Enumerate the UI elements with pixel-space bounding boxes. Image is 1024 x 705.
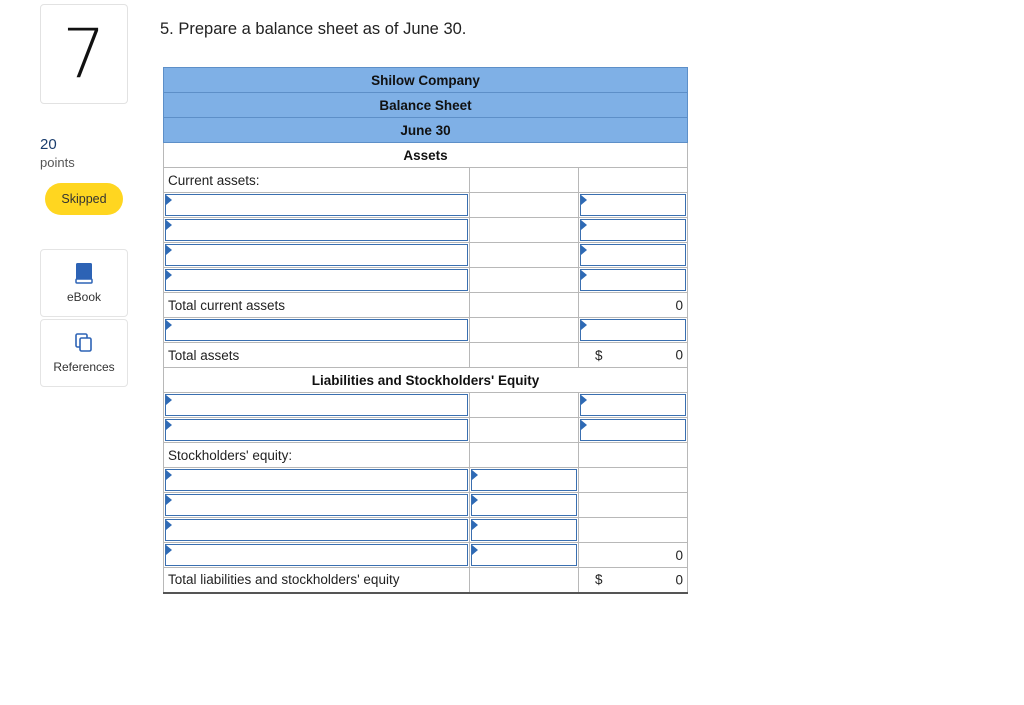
equity-name-input[interactable] bbox=[164, 543, 470, 568]
assets-heading: Assets bbox=[164, 143, 688, 168]
header-row bbox=[164, 68, 688, 93]
copy-icon bbox=[74, 332, 94, 357]
statement-title: Balance Sheet bbox=[164, 93, 688, 118]
question-number: 7 bbox=[40, 4, 128, 104]
balance-sheet-table bbox=[163, 67, 688, 594]
table-row bbox=[164, 443, 688, 468]
total-assets-label: Total assets bbox=[164, 343, 470, 368]
total-liab-equity-value: 0 bbox=[675, 572, 684, 588]
empty-cell bbox=[470, 193, 579, 218]
total-liab-equity-cell bbox=[579, 568, 688, 593]
question-prompt: 5. Prepare a balance sheet as of June 30. bbox=[160, 20, 467, 38]
total-assets-cell bbox=[579, 343, 688, 368]
empty-cell bbox=[579, 443, 688, 468]
stockholders-equity-label: Stockholders' equity: bbox=[164, 443, 470, 468]
empty-cell bbox=[470, 418, 579, 443]
table-row bbox=[164, 318, 688, 343]
points-value: 20 bbox=[40, 136, 57, 153]
table-row bbox=[164, 193, 688, 218]
status-badge: Skipped bbox=[45, 183, 123, 215]
current-asset-amount-input[interactable] bbox=[579, 243, 688, 268]
table-row bbox=[164, 218, 688, 243]
table-row bbox=[164, 268, 688, 293]
company-name: Shilow Company bbox=[164, 68, 688, 93]
current-asset-amount-input[interactable] bbox=[579, 218, 688, 243]
dollar-sign: $ bbox=[595, 572, 603, 588]
ebook-label: eBook bbox=[66, 290, 102, 304]
table-row bbox=[164, 518, 688, 543]
total-current-assets-value: 0 bbox=[579, 293, 688, 318]
empty-cell bbox=[470, 268, 579, 293]
header-row bbox=[164, 93, 688, 118]
table-row bbox=[164, 543, 688, 568]
current-assets-label: Current assets: bbox=[164, 168, 470, 193]
current-asset-name-input[interactable] bbox=[164, 243, 470, 268]
asset-name-input[interactable] bbox=[164, 318, 470, 343]
equity-name-input[interactable] bbox=[164, 493, 470, 518]
dollar-sign: $ bbox=[595, 347, 603, 363]
table-row bbox=[164, 468, 688, 493]
empty-cell bbox=[579, 468, 688, 493]
table-row bbox=[164, 568, 688, 593]
points-label: points bbox=[40, 155, 75, 170]
empty-cell bbox=[470, 343, 579, 368]
equity-amount-input[interactable] bbox=[470, 493, 579, 518]
table-row bbox=[164, 293, 688, 318]
liabilities-heading: Liabilities and Stockholders' Equity bbox=[164, 368, 688, 393]
equity-amount-input[interactable] bbox=[470, 543, 579, 568]
current-asset-name-input[interactable] bbox=[164, 268, 470, 293]
current-asset-amount-input[interactable] bbox=[579, 268, 688, 293]
total-liab-equity-label: Total liabilities and stockholders' equity bbox=[164, 568, 470, 593]
current-asset-name-input[interactable] bbox=[164, 218, 470, 243]
empty-cell bbox=[470, 168, 579, 193]
section-row bbox=[164, 143, 688, 168]
table-row bbox=[164, 243, 688, 268]
empty-cell bbox=[470, 318, 579, 343]
section-row bbox=[164, 368, 688, 393]
asset-amount-input[interactable] bbox=[579, 318, 688, 343]
empty-cell bbox=[579, 493, 688, 518]
book-icon bbox=[74, 262, 94, 287]
table-row bbox=[164, 418, 688, 443]
current-asset-amount-input[interactable] bbox=[579, 193, 688, 218]
equity-amount-input[interactable] bbox=[470, 468, 579, 493]
liability-amount-input[interactable] bbox=[579, 393, 688, 418]
statement-date: June 30 bbox=[164, 118, 688, 143]
empty-cell bbox=[470, 243, 579, 268]
total-assets-value: 0 bbox=[675, 347, 684, 363]
empty-cell bbox=[470, 218, 579, 243]
total-equity-value: 0 bbox=[579, 543, 688, 568]
equity-amount-input[interactable] bbox=[470, 518, 579, 543]
equity-name-input[interactable] bbox=[164, 468, 470, 493]
liability-amount-input[interactable] bbox=[579, 418, 688, 443]
empty-cell bbox=[470, 443, 579, 468]
table-row bbox=[164, 493, 688, 518]
table-row bbox=[164, 168, 688, 193]
empty-cell bbox=[470, 293, 579, 318]
empty-cell bbox=[470, 393, 579, 418]
empty-cell bbox=[579, 168, 688, 193]
liability-name-input[interactable] bbox=[164, 418, 470, 443]
empty-cell bbox=[579, 518, 688, 543]
references-button[interactable] bbox=[40, 319, 128, 387]
empty-cell bbox=[470, 568, 579, 593]
liability-name-input[interactable] bbox=[164, 393, 470, 418]
header-row bbox=[164, 118, 688, 143]
current-asset-name-input[interactable] bbox=[164, 193, 470, 218]
total-current-assets-label: Total current assets bbox=[164, 293, 470, 318]
table-row bbox=[164, 343, 688, 368]
equity-name-input[interactable] bbox=[164, 518, 470, 543]
ebook-button[interactable] bbox=[40, 249, 128, 317]
references-label: References bbox=[53, 360, 115, 374]
table-row bbox=[164, 393, 688, 418]
